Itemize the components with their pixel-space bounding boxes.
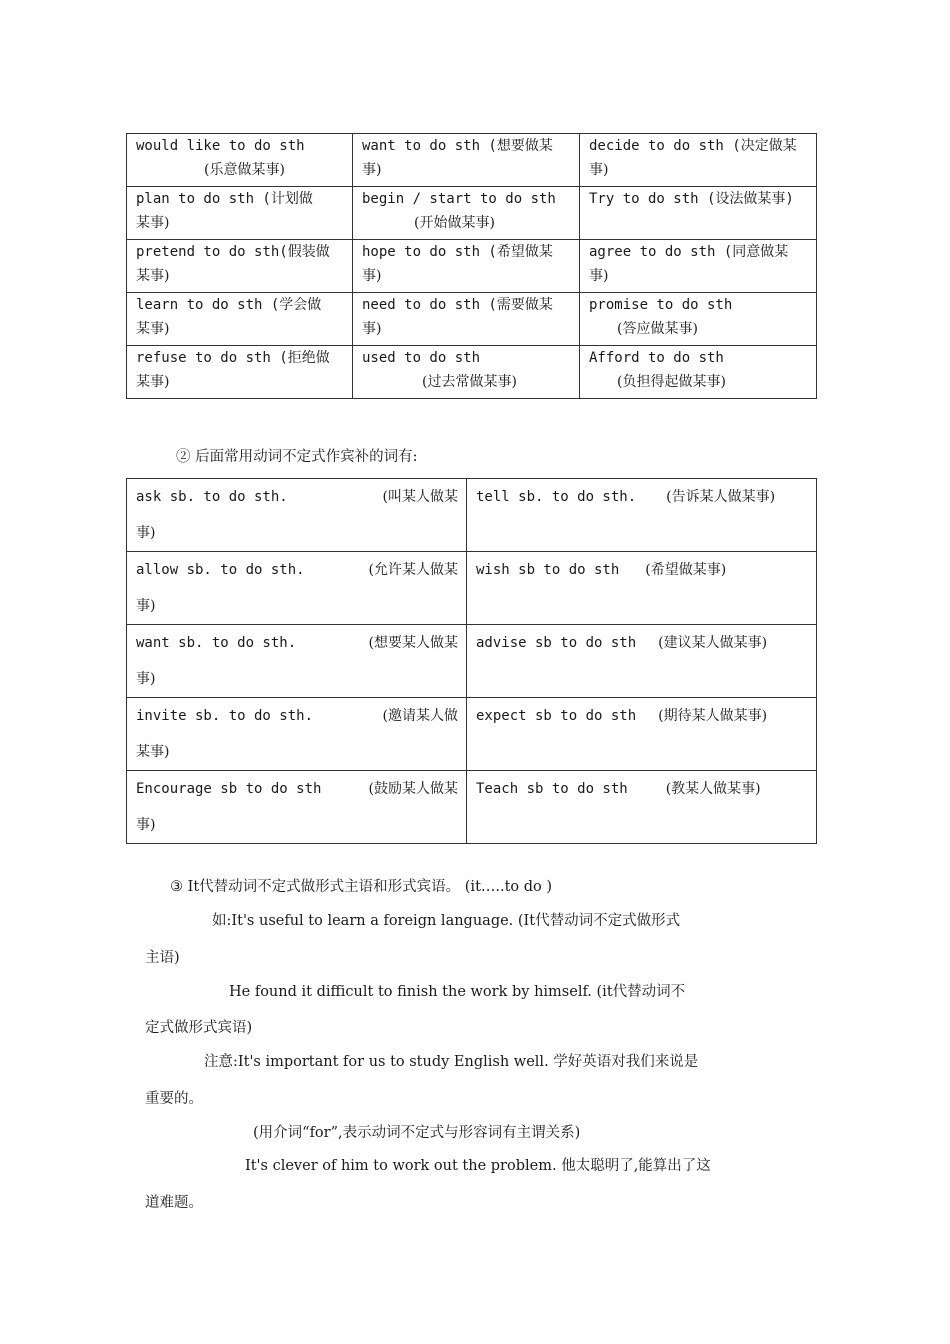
cell-line: (负担得起做某事) — [617, 374, 726, 390]
section-heading: ② 后面常用动词不定式作宾补的词有: — [176, 449, 418, 465]
table-row — [127, 346, 817, 399]
cell-chinese: (告诉某人做某事) — [666, 489, 776, 505]
cell-line: 事) — [136, 598, 156, 614]
example-line: 如:It's useful to learn a foreign language. (It代替动词不定式做形式 — [212, 913, 681, 929]
table-row — [127, 552, 817, 625]
cell-line: 事) — [136, 671, 156, 687]
cell-english: expect sb to do sth — [476, 708, 637, 724]
table-row — [127, 134, 817, 187]
cell-line: 某事) — [136, 268, 170, 284]
cell-chinese: (教某人做某事) — [665, 781, 761, 797]
cell-line: Afford to do sth — [589, 350, 724, 366]
cell-line: would like to do sth — [136, 138, 305, 154]
table-cell — [127, 552, 467, 625]
cell-english: want sb. to do sth. — [136, 635, 297, 651]
table-cell — [127, 240, 353, 293]
object-complement-table — [126, 478, 817, 844]
cell-line: agree to do sth (同意做某 — [589, 244, 789, 260]
cell-line: 事) — [589, 162, 609, 178]
note-line: 重要的。 — [145, 1091, 203, 1107]
table-row — [127, 240, 817, 293]
example-line: 定式做形式宾语) — [145, 1020, 253, 1036]
cell-line: begin / start to do sth — [362, 191, 556, 207]
table-cell — [353, 293, 580, 346]
cell-line: 某事) — [136, 374, 170, 390]
cell-line: (开始做某事) — [414, 215, 495, 231]
cell-line: refuse to do sth (拒绝做 — [136, 350, 330, 366]
cell-line: 事) — [589, 268, 609, 284]
cell-line: 某事) — [136, 215, 170, 231]
cell-line: 事) — [136, 817, 156, 833]
cell-line: plan to do sth (计划做 — [136, 191, 313, 207]
verb-infinitive-table — [126, 133, 817, 399]
cell-chinese: (鼓励某人做某 — [368, 781, 458, 797]
cell-chinese: (叫某人做某 — [382, 489, 458, 505]
cell-chinese: (建议某人做某事) — [658, 635, 768, 651]
cell-line: (答应做某事) — [617, 321, 698, 337]
cell-english: allow sb. to do sth. — [136, 562, 305, 578]
cell-chinese: (想要某人做某 — [368, 635, 458, 651]
cell-english: tell sb. to do sth. — [476, 489, 637, 505]
example-line: 道难题。 — [145, 1195, 203, 1211]
cell-line: want to do sth (想要做某 — [362, 138, 553, 154]
cell-line: pretend to do sth(假装做 — [136, 244, 330, 260]
table-cell — [127, 479, 467, 552]
section-heading: ③ It代替动词不定式做形式主语和形式宾语。 (it…..to do ) — [170, 879, 553, 895]
table-cell — [580, 346, 817, 399]
table-cell — [467, 479, 817, 552]
table-row — [127, 771, 817, 844]
table-row — [127, 187, 817, 240]
example-line: He found it difficult to finish the work by himself. (it代替动词不 — [229, 984, 686, 1000]
cell-line: 某事) — [136, 321, 170, 337]
cell-line: (过去常做某事) — [422, 374, 517, 390]
table-cell — [127, 346, 353, 399]
table-row — [127, 293, 817, 346]
cell-chinese: (希望做某事) — [645, 562, 727, 578]
cell-line: hope to do sth (希望做某 — [362, 244, 553, 260]
table-cell — [580, 293, 817, 346]
table-cell — [467, 698, 817, 771]
table-cell — [127, 293, 353, 346]
cell-line: used to do sth — [362, 350, 481, 366]
cell-line: 事) — [362, 162, 382, 178]
cell-line: 事) — [362, 268, 382, 284]
note-line: 注意:It's important for us to study English well. 学好英语对我们来说是 — [204, 1054, 699, 1070]
table-cell — [353, 240, 580, 293]
cell-line: 事) — [362, 321, 382, 337]
cell-english: wish sb to do sth — [476, 562, 620, 578]
cell-english: invite sb. to do sth. — [136, 708, 314, 724]
cell-line: (乐意做某事) — [204, 162, 285, 178]
table-cell — [127, 698, 467, 771]
cell-chinese: (邀请某人做 — [382, 708, 458, 724]
cell-line: decide to do sth (决定做某 — [589, 138, 797, 154]
note-line: (用介词“for”,表示动词不定式与形容词有主谓关系) — [253, 1125, 581, 1141]
cell-english: ask sb. to do sth. — [136, 489, 288, 505]
table-cell — [580, 134, 817, 187]
table-cell — [127, 187, 353, 240]
table-cell — [467, 552, 817, 625]
table-row — [127, 625, 817, 698]
cell-english: advise sb to do sth — [476, 635, 637, 651]
cell-line: promise to do sth — [589, 297, 733, 313]
cell-line: need to do sth (需要做某 — [362, 297, 553, 313]
table-cell — [580, 240, 817, 293]
cell-line: 某事) — [136, 744, 170, 760]
cell-line: learn to do sth (学会做 — [136, 297, 322, 313]
example-line: It's clever of him to work out the problem. 他太聪明了,能算出了这 — [245, 1158, 711, 1174]
table-cell — [127, 771, 467, 844]
cell-chinese: (允许某人做某 — [368, 562, 458, 578]
table-cell — [353, 134, 580, 187]
table-cell — [353, 187, 580, 240]
cell-line: Try to do sth (设法做某事) — [589, 191, 794, 207]
cell-chinese: (期待某人做某事) — [658, 708, 768, 724]
table-cell — [353, 346, 580, 399]
table-row — [127, 479, 817, 552]
table-cell — [127, 134, 353, 187]
cell-english: Encourage sb to do sth — [136, 781, 322, 797]
table-cell — [580, 187, 817, 240]
cell-line: 事) — [136, 525, 156, 541]
table-cell — [127, 625, 467, 698]
table-cell — [467, 625, 817, 698]
example-line: 主语) — [145, 950, 180, 966]
table-row — [127, 698, 817, 771]
cell-english: Teach sb to do sth — [476, 781, 628, 797]
table-cell — [467, 771, 817, 844]
